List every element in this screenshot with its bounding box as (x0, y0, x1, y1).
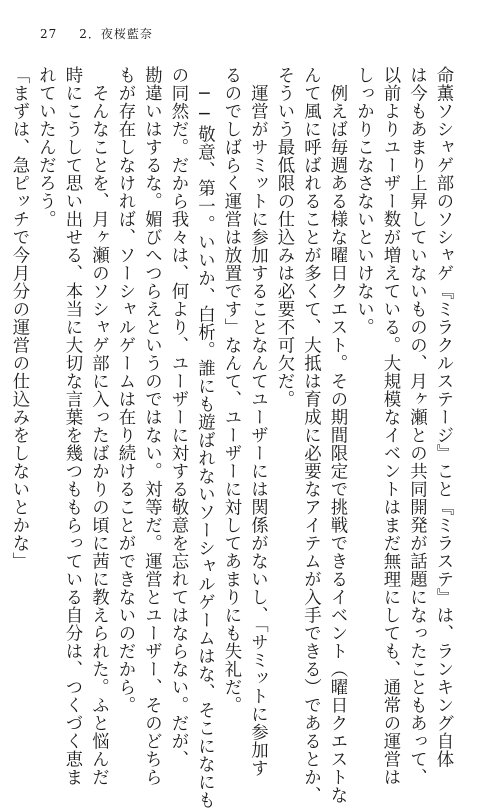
text-line: もが存在しなければ、ソーシャルゲームは在り続けることができないのだから。 (115, 66, 135, 714)
text-line: 時にこうして思い出せる、本当に大切な言葉を幾つももらっている自分は、つくづく恵ま (62, 66, 82, 786)
text-line: は今もあまり上昇していないものの、月ヶ瀬との共同開発が話題になったこともあって、 (406, 66, 427, 786)
body-text (9, 66, 456, 809)
page-header (40, 25, 153, 42)
text-line: 「まずは、急ピッチで今月分の運営の仕込みをしないとかな」 (9, 66, 29, 570)
text-line: れていたんだろう。 (35, 66, 56, 228)
text-line: 命薫ソシャゲ部のソシャゲ『ミラクルステージ』こと『ミラステ』は、ランキング自体 (433, 66, 453, 768)
chapter-title: 2．夜桜藍奈 (79, 27, 153, 41)
text-line: そういう最低限の仕込みは必要不可欠だ。 (274, 66, 294, 408)
text-line: そんなことを、月ヶ瀬のソシャゲ部に入ったばかりの頃に茜に教えられた。ふと悩んだ (88, 66, 109, 786)
text-line: んて風に呼ばれることが多くて、大抵は育成に必要なアイテムが入手できる）であるとか、 (300, 66, 321, 804)
text-line: ──敬意、第一。いいか、白析。誰にも遊ばれないソーシャルゲームはな、そこになにも (194, 66, 215, 809)
text-line: 例えば毎週ある様な曜日クエスト。その期間限定で挑戦できるイベント（曜日クエストな (327, 66, 347, 804)
text-line: 運営がサミットに参加することなんてユーザーには関係がないし、「サミットに参加す (247, 66, 268, 778)
text-line: 以前よりユーザー数が増えている。大規模なイベントはまだ無理にしても、通常の運営は (380, 66, 400, 786)
text-line: の同然だ。だから我々は、何より、ユーザーに対する敬意を忘れてはならない。だが、 (168, 66, 188, 768)
text-line: しっかりこなさないといけない。 (353, 66, 374, 336)
text-line: るのでしばらく運営は放置です」なんて、ユーザーに対してあまりにも失礼だ。 (221, 66, 241, 714)
text-line: 勘違いはするな。媚びへつらえというのではない。対等だ。運営とユーザー、そのどちら (141, 66, 162, 786)
page-number: 27 (40, 27, 58, 41)
